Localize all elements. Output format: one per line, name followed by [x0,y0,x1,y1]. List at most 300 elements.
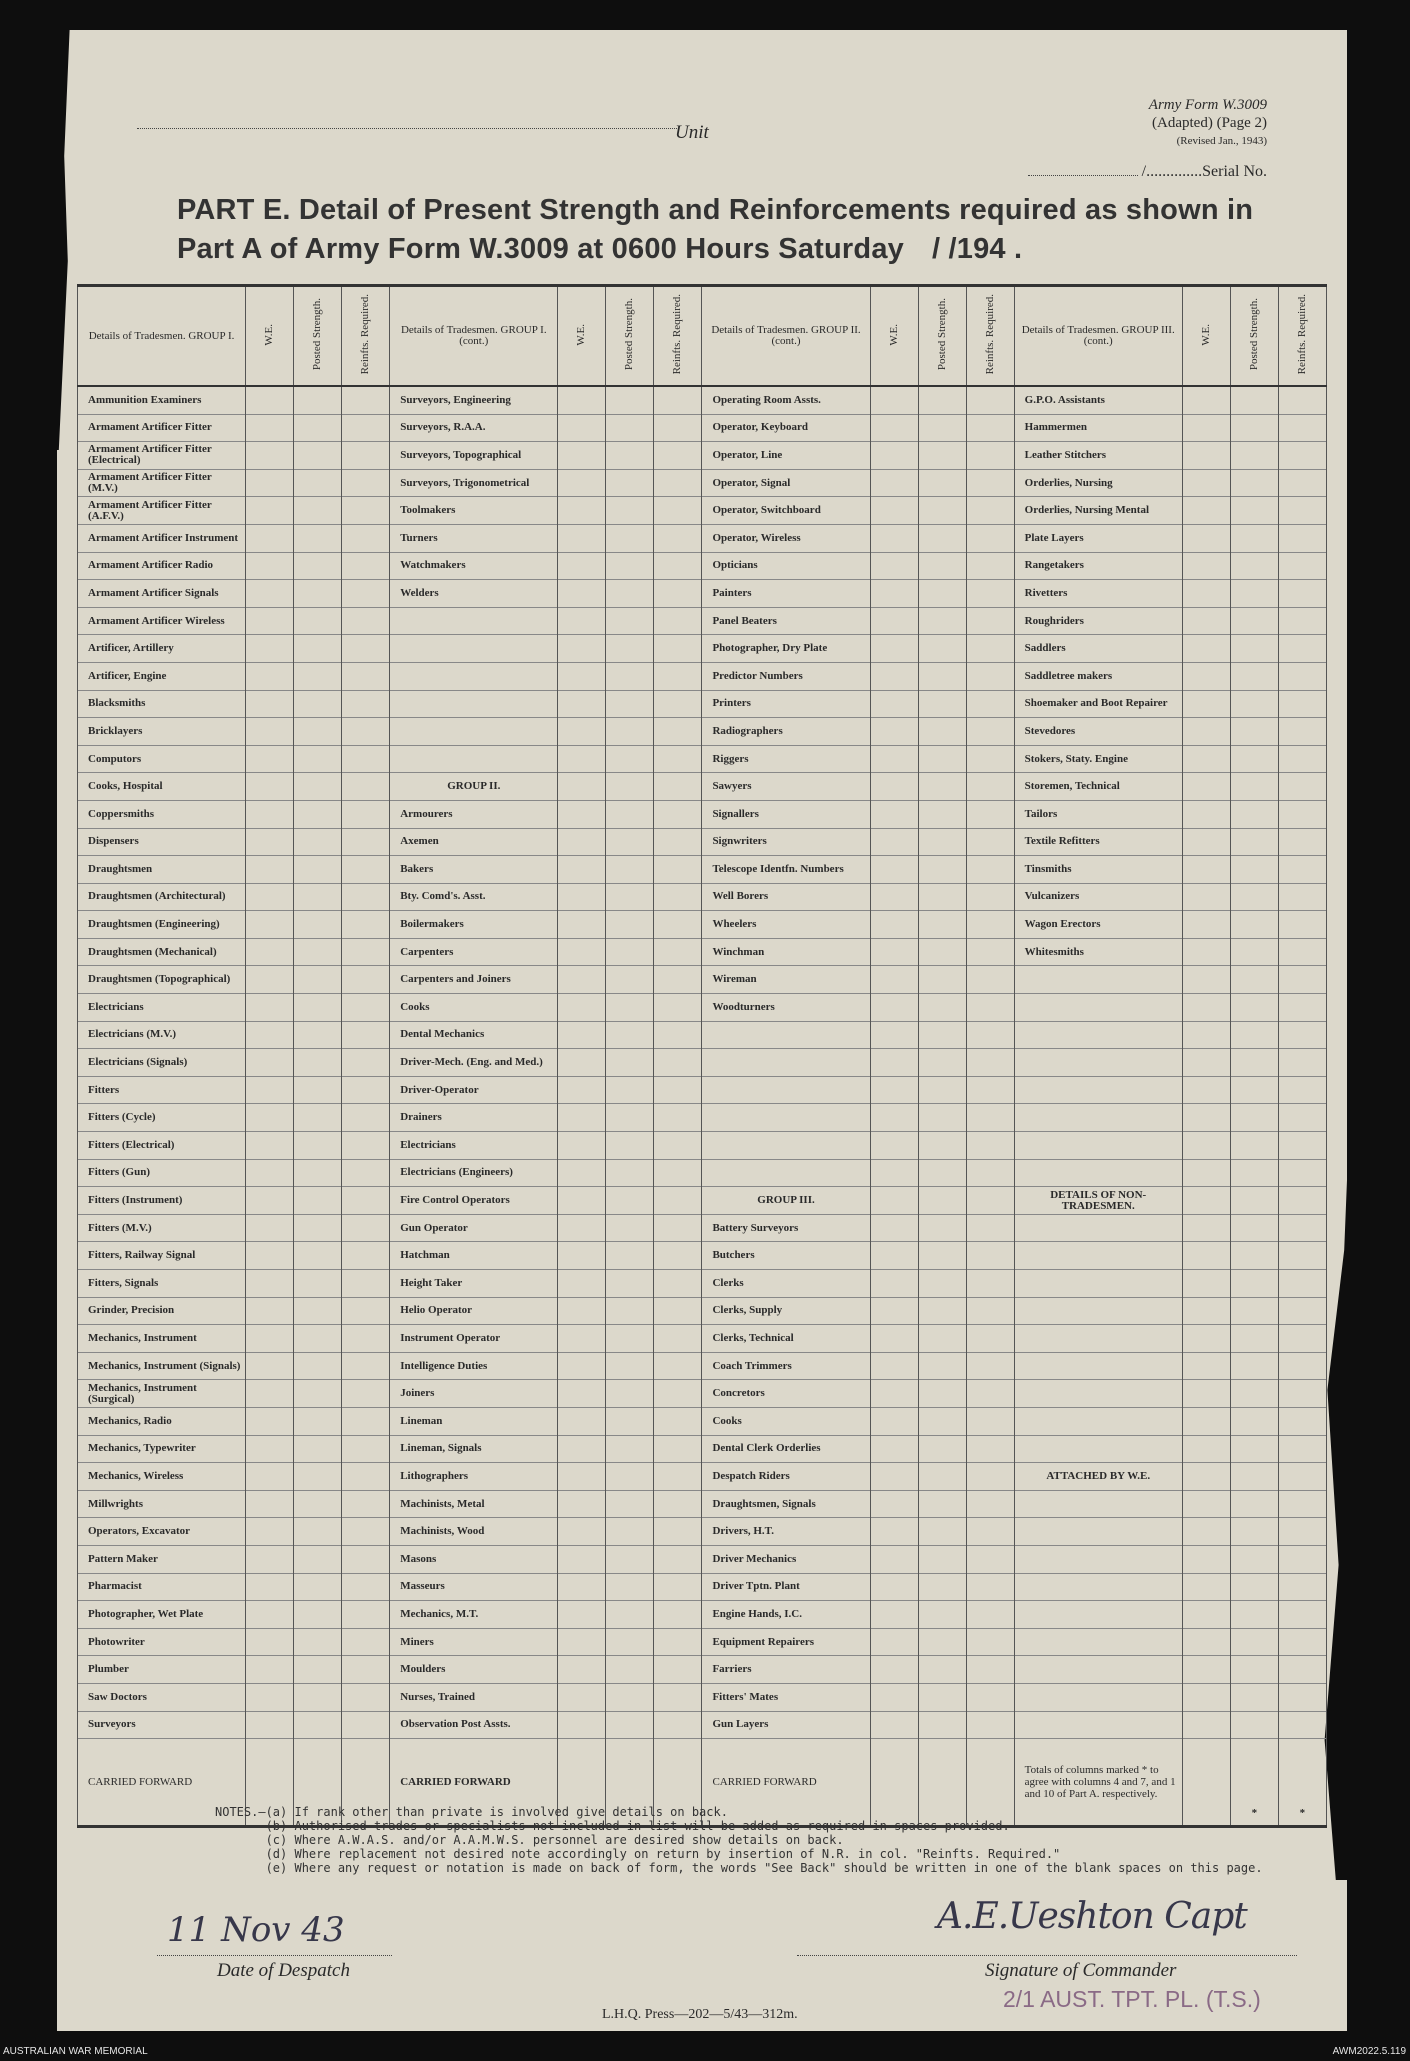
entry-cell[interactable] [606,1380,654,1408]
entry-cell[interactable] [558,1656,606,1684]
entry-cell[interactable] [1182,1132,1230,1160]
entry-cell[interactable] [1278,580,1326,608]
entry-cell[interactable] [870,1242,918,1270]
entry-cell[interactable] [870,1601,918,1629]
entry-cell[interactable] [246,607,294,635]
entry-cell[interactable] [246,1380,294,1408]
entry-cell[interactable] [606,1683,654,1711]
entry-cell[interactable] [870,469,918,497]
entry-cell[interactable] [1230,1021,1278,1049]
entry-cell[interactable] [342,552,390,580]
entry-cell[interactable] [870,1297,918,1325]
entry-cell[interactable] [1278,1214,1326,1242]
entry-cell[interactable] [918,1104,966,1132]
entry-cell[interactable] [294,856,342,884]
entry-cell[interactable] [558,800,606,828]
entry-cell[interactable] [918,580,966,608]
entry-cell[interactable] [870,1325,918,1353]
entry-cell[interactable] [654,1214,702,1242]
entry-cell[interactable] [1278,1628,1326,1656]
entry-cell[interactable] [966,1325,1014,1353]
entry-cell[interactable] [606,745,654,773]
entry-cell[interactable] [606,1573,654,1601]
entry-cell[interactable] [558,386,606,414]
entry-cell[interactable] [1278,966,1326,994]
entry-cell[interactable] [246,662,294,690]
entry-cell[interactable] [870,1435,918,1463]
entry-cell[interactable] [654,773,702,801]
entry-cell[interactable] [558,524,606,552]
entry-cell[interactable] [606,1132,654,1160]
entry-cell[interactable] [606,1325,654,1353]
entry-cell[interactable] [966,1545,1014,1573]
entry-cell[interactable] [1278,773,1326,801]
entry-cell[interactable] [654,1270,702,1298]
entry-cell[interactable] [918,994,966,1022]
entry-cell[interactable] [1278,1407,1326,1435]
entry-cell[interactable] [1182,552,1230,580]
entry-cell[interactable] [606,718,654,746]
entry-cell[interactable] [1278,1711,1326,1739]
entry-cell[interactable] [966,1628,1014,1656]
entry-cell[interactable] [654,1573,702,1601]
entry-cell[interactable] [966,856,1014,884]
entry-cell[interactable] [654,745,702,773]
entry-cell[interactable] [294,745,342,773]
entry-cell[interactable] [294,690,342,718]
entry-cell[interactable] [342,1187,390,1215]
entry-cell[interactable] [342,938,390,966]
entry-cell[interactable] [558,1132,606,1160]
entry-cell[interactable] [558,1435,606,1463]
entry-cell[interactable] [294,1049,342,1077]
entry-cell[interactable] [342,1214,390,1242]
entry-cell[interactable] [1182,856,1230,884]
entry-cell[interactable] [558,1380,606,1408]
entry-cell[interactable] [654,911,702,939]
entry-cell[interactable] [1230,856,1278,884]
entry-cell[interactable] [1182,1463,1230,1491]
entry-cell[interactable] [918,497,966,525]
entry-cell[interactable] [294,1270,342,1298]
entry-cell[interactable] [246,1573,294,1601]
entry-cell[interactable] [654,1297,702,1325]
entry-cell[interactable] [1230,635,1278,663]
entry-cell[interactable] [870,1380,918,1408]
entry-cell[interactable] [294,1463,342,1491]
entry-cell[interactable] [1182,773,1230,801]
entry-cell[interactable] [870,1076,918,1104]
entry-cell[interactable] [558,1463,606,1491]
entry-cell[interactable] [294,469,342,497]
entry-cell[interactable] [918,1518,966,1546]
entry-cell[interactable] [966,386,1014,414]
entry-cell[interactable] [342,1159,390,1187]
entry-cell[interactable] [966,635,1014,663]
entry-cell[interactable] [294,1132,342,1160]
entry-cell[interactable] [1230,1049,1278,1077]
entry-cell[interactable] [966,580,1014,608]
entry-cell[interactable] [558,580,606,608]
entry-cell[interactable] [918,1490,966,1518]
entry-cell[interactable] [246,1214,294,1242]
entry-cell[interactable] [294,1021,342,1049]
entry-cell[interactable] [342,1270,390,1298]
entry-cell[interactable] [558,745,606,773]
entry-cell[interactable] [606,938,654,966]
entry-cell[interactable] [1182,635,1230,663]
entry-cell[interactable] [966,718,1014,746]
entry-cell[interactable] [1230,994,1278,1022]
entry-cell[interactable] [870,1021,918,1049]
entry-cell[interactable] [918,800,966,828]
entry-cell[interactable] [558,1325,606,1353]
entry-cell[interactable] [1278,994,1326,1022]
entry-cell[interactable] [246,1242,294,1270]
entry-cell[interactable] [654,1159,702,1187]
entry-cell[interactable] [1278,800,1326,828]
entry-cell[interactable] [294,552,342,580]
entry-cell[interactable] [342,1297,390,1325]
entry-cell[interactable] [606,911,654,939]
entry-cell[interactable] [606,1242,654,1270]
entry-cell[interactable] [1230,800,1278,828]
entry-cell[interactable] [294,1601,342,1629]
entry-cell[interactable] [294,800,342,828]
entry-cell[interactable] [1230,690,1278,718]
entry-cell[interactable] [342,883,390,911]
entry-cell[interactable] [918,1021,966,1049]
entry-cell[interactable] [1230,1242,1278,1270]
entry-cell[interactable] [1278,607,1326,635]
entry-cell[interactable] [1230,1407,1278,1435]
entry-cell[interactable] [342,994,390,1022]
entry-cell[interactable] [342,442,390,470]
entry-cell[interactable] [606,1601,654,1629]
entry-cell[interactable] [1182,1601,1230,1629]
entry-cell[interactable] [1182,1104,1230,1132]
entry-cell[interactable] [918,386,966,414]
entry-cell[interactable] [1278,690,1326,718]
entry-cell[interactable] [606,1076,654,1104]
entry-cell[interactable] [558,1683,606,1711]
entry-cell[interactable] [1278,1656,1326,1684]
entry-cell[interactable] [294,966,342,994]
entry-cell[interactable] [966,1573,1014,1601]
entry-cell[interactable] [966,607,1014,635]
entry-cell[interactable] [1278,552,1326,580]
entry-cell[interactable] [294,1683,342,1711]
entry-cell[interactable] [918,414,966,442]
entry-cell[interactable] [246,469,294,497]
entry-cell[interactable] [870,524,918,552]
entry-cell[interactable] [870,1463,918,1491]
entry-cell[interactable] [918,1049,966,1077]
entry-cell[interactable] [294,524,342,552]
entry-cell[interactable] [246,773,294,801]
entry-cell[interactable] [1230,1711,1278,1739]
entry-cell[interactable] [246,497,294,525]
entry-cell[interactable] [966,1104,1014,1132]
entry-cell[interactable] [966,1021,1014,1049]
entry-cell[interactable] [606,1656,654,1684]
entry-cell[interactable] [246,1463,294,1491]
entry-cell[interactable] [342,1325,390,1353]
entry-cell[interactable] [1182,1187,1230,1215]
entry-cell[interactable] [606,580,654,608]
entry-cell[interactable] [558,718,606,746]
entry-cell[interactable] [1278,911,1326,939]
entry-cell[interactable] [918,1297,966,1325]
entry-cell[interactable] [558,994,606,1022]
entry-cell[interactable] [870,552,918,580]
entry-cell[interactable] [342,1683,390,1711]
entry-cell[interactable] [966,1242,1014,1270]
entry-cell[interactable] [606,966,654,994]
entry-cell[interactable] [606,883,654,911]
entry-cell[interactable] [1230,1352,1278,1380]
entry-cell[interactable] [1182,442,1230,470]
entry-cell[interactable] [246,690,294,718]
entry-cell[interactable] [246,1270,294,1298]
entry-cell[interactable] [870,386,918,414]
entry-cell[interactable] [654,856,702,884]
entry-cell[interactable] [654,800,702,828]
entry-cell[interactable] [342,1601,390,1629]
entry-cell[interactable] [246,1132,294,1160]
entry-cell[interactable] [1230,883,1278,911]
entry-cell[interactable] [918,1270,966,1298]
entry-cell[interactable] [654,1352,702,1380]
entry-cell[interactable] [1278,1463,1326,1491]
entry-cell[interactable] [1230,1518,1278,1546]
entry-cell[interactable] [558,635,606,663]
entry-cell[interactable] [1230,745,1278,773]
entry-cell[interactable] [654,524,702,552]
entry-cell[interactable] [870,773,918,801]
entry-cell[interactable] [294,580,342,608]
entry-cell[interactable] [1182,1628,1230,1656]
entry-cell[interactable] [1230,1104,1278,1132]
entry-cell[interactable] [294,883,342,911]
entry-cell[interactable] [1182,1683,1230,1711]
entry-cell[interactable] [342,1518,390,1546]
entry-cell[interactable] [246,1021,294,1049]
entry-cell[interactable] [246,442,294,470]
entry-cell[interactable] [966,552,1014,580]
entry-cell[interactable] [654,718,702,746]
entry-cell[interactable] [918,442,966,470]
entry-cell[interactable] [1182,1214,1230,1242]
entry-cell[interactable] [918,524,966,552]
entry-cell[interactable] [342,469,390,497]
entry-cell[interactable] [246,745,294,773]
entry-cell[interactable] [342,718,390,746]
entry-cell[interactable] [342,1380,390,1408]
entry-cell[interactable] [1230,1463,1278,1491]
entry-cell[interactable] [606,1407,654,1435]
entry-cell[interactable] [1278,1601,1326,1629]
entry-cell[interactable] [918,469,966,497]
entry-cell[interactable] [1230,828,1278,856]
entry-cell[interactable] [654,1711,702,1739]
entry-cell[interactable] [294,1104,342,1132]
entry-cell[interactable] [1230,1683,1278,1711]
entry-cell[interactable] [342,1242,390,1270]
entry-cell[interactable] [558,1242,606,1270]
entry-cell[interactable] [918,856,966,884]
entry-cell[interactable] [1278,1352,1326,1380]
entry-cell[interactable] [294,1076,342,1104]
entry-cell[interactable] [918,718,966,746]
entry-cell[interactable] [654,1132,702,1160]
entry-cell[interactable] [870,1683,918,1711]
entry-cell[interactable] [1278,1518,1326,1546]
entry-cell[interactable] [1230,1159,1278,1187]
entry-cell[interactable] [870,911,918,939]
entry-cell[interactable] [558,1711,606,1739]
entry-cell[interactable] [294,607,342,635]
entry-cell[interactable] [342,497,390,525]
entry-cell[interactable] [870,1214,918,1242]
entry-cell[interactable] [1230,1628,1278,1656]
entry-cell[interactable] [918,966,966,994]
entry-cell[interactable] [654,386,702,414]
entry-cell[interactable] [966,1297,1014,1325]
entry-cell[interactable] [918,911,966,939]
entry-cell[interactable] [606,828,654,856]
entry-cell[interactable] [918,1242,966,1270]
entry-cell[interactable] [246,1104,294,1132]
entry-cell[interactable] [870,883,918,911]
entry-cell[interactable] [1230,386,1278,414]
entry-cell[interactable] [918,883,966,911]
entry-cell[interactable] [1182,1297,1230,1325]
entry-cell[interactable] [966,414,1014,442]
entry-cell[interactable] [342,635,390,663]
entry-cell[interactable] [870,1187,918,1215]
entry-cell[interactable] [870,497,918,525]
entry-cell[interactable] [654,1104,702,1132]
entry-cell[interactable] [558,856,606,884]
entry-cell[interactable] [1278,1076,1326,1104]
entry-cell[interactable] [1278,883,1326,911]
entry-cell[interactable] [1230,1380,1278,1408]
entry-cell[interactable] [606,1104,654,1132]
entry-cell[interactable] [966,1435,1014,1463]
entry-cell[interactable] [1278,1325,1326,1353]
entry-cell[interactable] [966,1463,1014,1491]
entry-cell[interactable] [870,442,918,470]
entry-cell[interactable] [918,1628,966,1656]
entry-cell[interactable] [918,552,966,580]
entry-cell[interactable] [918,607,966,635]
entry-cell[interactable] [558,1518,606,1546]
entry-cell[interactable] [1182,911,1230,939]
entry-cell[interactable] [294,1242,342,1270]
entry-cell[interactable] [1230,552,1278,580]
entry-cell[interactable] [1278,524,1326,552]
entry-cell[interactable] [966,690,1014,718]
entry-cell[interactable] [1230,1656,1278,1684]
entry-cell[interactable] [654,1021,702,1049]
entry-cell[interactable] [294,1187,342,1215]
entry-cell[interactable] [1278,1435,1326,1463]
entry-cell[interactable] [558,1297,606,1325]
entry-cell[interactable] [294,386,342,414]
entry-cell[interactable] [654,994,702,1022]
entry-cell[interactable] [870,1049,918,1077]
entry-cell[interactable] [870,1656,918,1684]
entry-cell[interactable] [246,414,294,442]
entry-cell[interactable] [966,662,1014,690]
entry-cell[interactable] [1182,883,1230,911]
entry-cell[interactable] [654,1242,702,1270]
entry-cell[interactable] [654,1407,702,1435]
entry-cell[interactable] [294,1297,342,1325]
entry-cell[interactable] [294,1214,342,1242]
entry-cell[interactable] [918,1545,966,1573]
entry-cell[interactable] [654,469,702,497]
entry-cell[interactable] [870,635,918,663]
entry-cell[interactable] [246,635,294,663]
entry-cell[interactable] [1278,1049,1326,1077]
entry-cell[interactable] [1278,1242,1326,1270]
entry-cell[interactable] [558,1021,606,1049]
entry-cell[interactable] [1230,1545,1278,1573]
entry-cell[interactable] [1182,1242,1230,1270]
entry-cell[interactable] [966,1214,1014,1242]
entry-cell[interactable] [606,414,654,442]
entry-cell[interactable] [966,1076,1014,1104]
entry-cell[interactable] [342,856,390,884]
entry-cell[interactable] [966,1187,1014,1215]
entry-cell[interactable] [1182,994,1230,1022]
entry-cell[interactable] [966,938,1014,966]
entry-cell[interactable] [1278,635,1326,663]
entry-cell[interactable] [1182,1407,1230,1435]
entry-cell[interactable] [606,1490,654,1518]
entry-cell[interactable] [294,1545,342,1573]
entry-cell[interactable] [966,1407,1014,1435]
entry-cell[interactable] [918,938,966,966]
entry-cell[interactable] [246,386,294,414]
entry-cell[interactable] [558,1601,606,1629]
entry-cell[interactable] [870,828,918,856]
entry-cell[interactable] [870,414,918,442]
entry-cell[interactable] [294,1628,342,1656]
entry-cell[interactable] [870,1711,918,1739]
entry-cell[interactable] [1182,497,1230,525]
entry-cell[interactable] [1278,1297,1326,1325]
entry-cell[interactable] [654,1380,702,1408]
entry-cell[interactable] [246,1076,294,1104]
entry-cell[interactable] [918,1463,966,1491]
entry-cell[interactable] [558,1214,606,1242]
entry-cell[interactable] [1230,414,1278,442]
entry-cell[interactable] [654,1076,702,1104]
entry-cell[interactable] [606,635,654,663]
entry-cell[interactable] [1182,1021,1230,1049]
entry-cell[interactable] [606,1628,654,1656]
entry-cell[interactable] [558,1490,606,1518]
entry-cell[interactable] [606,1187,654,1215]
entry-cell[interactable] [558,1352,606,1380]
entry-cell[interactable] [1182,1490,1230,1518]
entry-cell[interactable] [654,966,702,994]
entry-cell[interactable] [966,773,1014,801]
entry-cell[interactable] [870,580,918,608]
